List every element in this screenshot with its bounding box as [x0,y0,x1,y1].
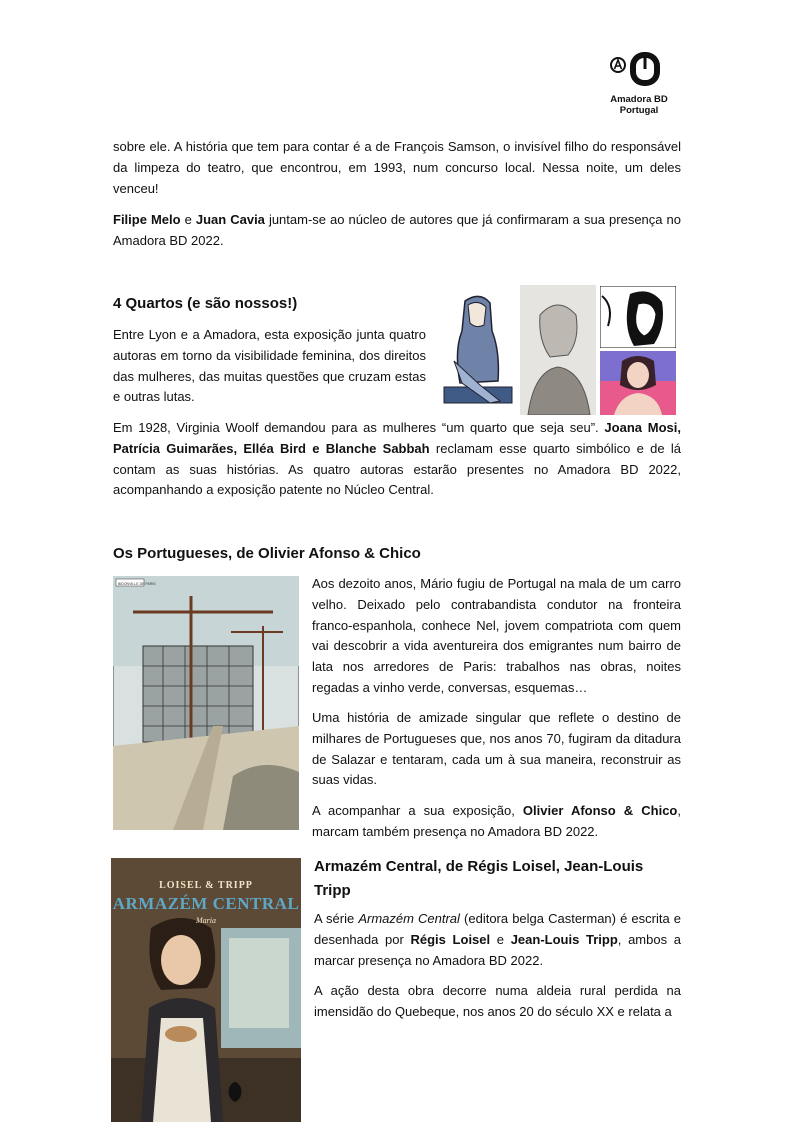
intro-paragraph: sobre ele. A história que tem para contar é a de François Samson, o invisível filho do responsável da limpeza do teatro, que encontrou, em 1993, num concurso local. Nessa noite, um deles venceu! [113,139,681,196]
intro-rest: juntam-se ao núcleo de autores que já confirmaram a sua presença no Amadora BD 2022. [113,212,681,248]
section-title-4-quartos: 4 Quartos (e são nossos!) [113,295,298,312]
armazem-series-title: Armazém Central [358,911,460,926]
cover-subtitle: Maria [196,916,216,925]
intro-authors-paragraph [113,210,681,252]
portugueses-paragraph-2: Uma história de amizade singular que reflete o destino de milhares de Portugueses que, nos anos 70, fugiram da ditadura de Salazar e tentaram, cada um à sua maneira, reconstruir as suas vidas. [312,710,681,788]
author-jean-louis-tripp: Jean-Louis Tripp [510,931,618,947]
portugueses-paragraph-1: Aos dezoito anos, Mário fugiu de Portugal na mala de um carro velho. Deixado pelo contrabandista condutor na fronteira franco-espanhola, conhece Nel, jovem compatriota com quem vai descobrir a vida aventureira dos emigrantes num bairro de lata nos arredores de Paris: trabalhos nas obras, noites regadas a vinho verde, conversas, esquemas… [312,576,681,695]
armazem-p1-mid: (editora belga Casterman) é escrita e desenhada por [314,911,682,947]
section-title-portugueses: Os Portugueses, de Olivier Afonso & Chico [113,545,421,562]
portugueses-p3-rest: , marcam também presença no Amadora BD 2022. [312,803,681,839]
author-filipe-melo: Filipe Melo [113,212,181,227]
armazem-central-cover [111,858,301,1122]
amadora-bd-logo-icon [606,50,672,90]
quartos-illustrations [440,285,676,415]
cover-title: ARMAZÉM CENTRAL [112,894,300,913]
armazem-paragraph-2: A ação desta obra decorre numa aldeia rural perdida na imensidão do Quebeque, nos anos 20 do século XX e relata a [314,983,681,1019]
illustration-pink-portrait [600,351,676,415]
illustration-woman-sitting [440,291,516,415]
quartos-author-names: Joana Mosi, Patrícia Guimarães, Elléa Bird e Blanche Sabbah [113,420,681,456]
armazem-paragraph-1 [314,909,681,971]
armazem-p1-and: e [490,931,511,947]
cover-authors: LOISEL & TRIPP [159,880,253,891]
quartos-paragraph-2 [113,418,681,501]
portugueses-author-names: Olivier Afonso & Chico [522,803,678,818]
illustration-grey-portrait [520,285,596,415]
illustration-construction-site [113,576,299,830]
illustration-comic-face [600,286,676,348]
author-juan-cavia: Juan Cavia [195,212,265,227]
portugueses-paragraph-3 [312,801,681,843]
armazem-p1-rest: , ambos a marcar presença no Amadora BD 2022. [314,931,681,968]
portugueses-p3-start: A acompanhar a sua exposição, [312,803,523,818]
logo-line-1: Amadora BD [610,94,668,105]
logo-line-2: Portugal [619,105,659,116]
panel-caption: BIDONVILLE DE PARIS [118,582,156,586]
text-and: e [180,212,196,227]
armazem-p1-start: A série [314,911,359,926]
author-regis-loisel: Régis Loisel [410,931,491,947]
quartos-p2-start: Em 1928, Virginia Woolf demandou para as mulheres “um quarto que seja seu”. [113,420,605,435]
quartos-paragraph-1: Entre Lyon e a Amadora, esta exposição junta quatro autoras em torno da visibilidade feminina, dos direitos das mulheres, das muitas questões que cruzam estas e outras lutas. [113,327,426,405]
section-title-armazem-central: Armazém Central, de Régis Loisel, Jean-Louis Tripp [314,858,644,899]
quartos-p2-rest: reclamam esse quarto simbólico e de lá contam as suas histórias. As quatro autoras estarão presentes no Amadora BD 2022, acompanhando a exposição patente no Núcleo Central. [113,440,681,498]
logo [606,50,672,118]
